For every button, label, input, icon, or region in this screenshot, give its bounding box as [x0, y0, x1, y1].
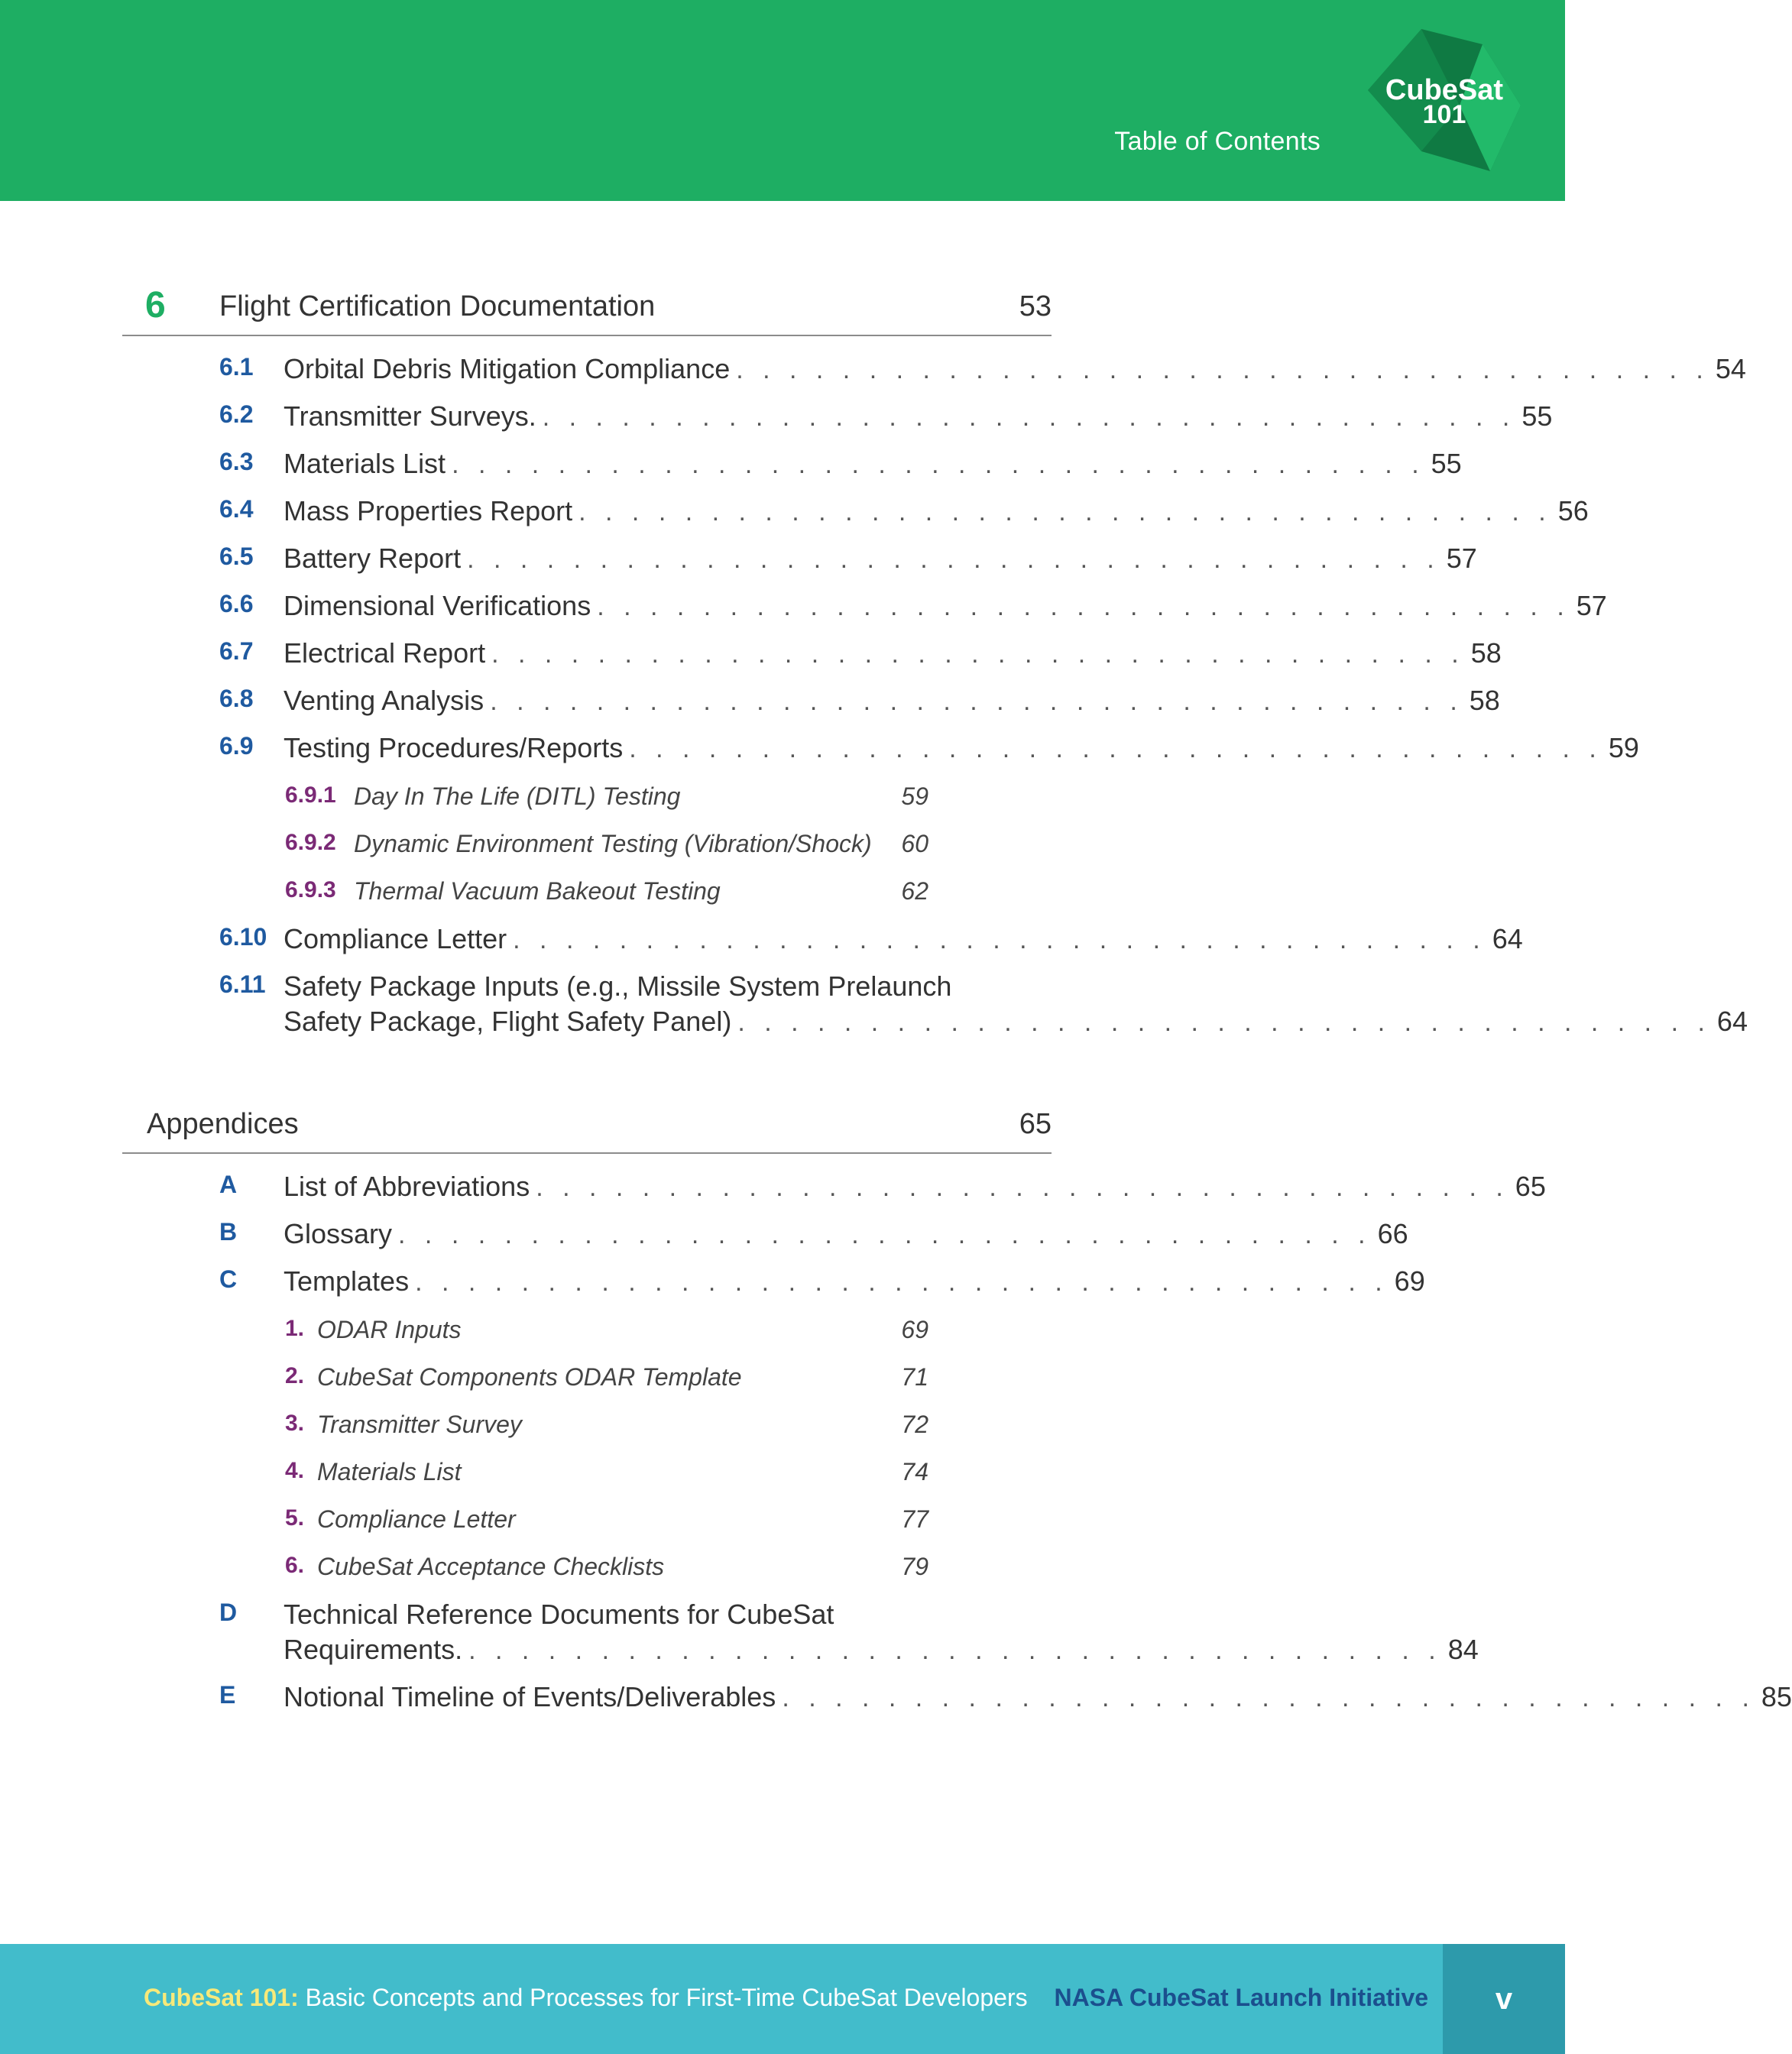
subentry-number: 6.9.1 — [285, 782, 336, 808]
dot-leader: . . . . . . . . . . . . . . . . . . . . . . . . . . . . . . . . . . . . . — [737, 1008, 1711, 1037]
logo-text-line2: 101 — [1422, 100, 1466, 129]
toc-entry-6-2[interactable] — [219, 400, 1553, 439]
toc-entry-appendix-e[interactable] — [219, 1681, 1792, 1719]
dot-leader: . . . . . . . . . . . . . . . . . . . . . . . . . . . . . . . . . . . . . — [415, 1268, 1389, 1297]
entry-title: Mass Properties Report — [284, 495, 573, 526]
dot-leader: . . . . . . . . . . . . . . . . . . . . . . . . . . . . . . . . . . . . . — [490, 687, 1463, 716]
entry-page: 84 — [1447, 1634, 1479, 1665]
header-band — [0, 0, 1565, 201]
subentry-title: Dynamic Environment Testing (Vibration/Shock) — [354, 830, 872, 857]
toc-entry-6-9[interactable] — [219, 732, 1639, 770]
dot-leader: . . . . . . . . . . . . . . . . . . . . . . . . . . . . . . . . . . . . . — [452, 450, 1425, 479]
entry-title-line1: Safety Package Inputs (e.g., Missile System Prelaunch — [284, 970, 952, 1002]
dot-leader: . . . . . . . . . . . . . . . . . . . . . . . . . . . . . . . . . . . . . — [467, 545, 1440, 574]
entry-page: 57 — [1576, 590, 1607, 621]
subentry-page: 79 — [901, 1553, 928, 1580]
toc-template-1[interactable] — [285, 1314, 928, 1348]
dot-leader: . . . . . . . . . . . . . . . . . . . . . . . . . . . . . . . . . . . . . — [782, 1683, 1755, 1712]
entry-page: 55 — [1431, 448, 1462, 479]
toc-subentry-6-9-2[interactable] — [285, 828, 928, 862]
toc-template-3[interactable] — [285, 1409, 928, 1443]
dot-leader: . . . . . . . . . . . . . . . . . . . . . . . . . . . . . . . . . . . . . — [542, 403, 1516, 432]
toc-entry-6-6[interactable] — [219, 590, 1607, 628]
toc-template-4[interactable] — [285, 1456, 928, 1490]
dot-leader: . . . . . . . . . . . . . . . . . . . . . . . . . . . . . . . . . . . . . — [578, 497, 1552, 526]
toc-entry-6-7[interactable] — [219, 637, 1502, 675]
entry-page: 58 — [1470, 637, 1502, 669]
section-title: Flight Certification Documentation — [219, 290, 656, 322]
entry-number: 6.9 — [219, 732, 254, 760]
subentry-page: 74 — [901, 1458, 928, 1485]
entry-page: 85 — [1761, 1681, 1792, 1712]
entry-title: Testing Procedures/Reports — [284, 732, 624, 763]
subentry-page: 77 — [901, 1505, 928, 1533]
subentry-title: Compliance Letter — [317, 1505, 516, 1533]
entry-page: 55 — [1521, 400, 1553, 432]
subentry-page: 62 — [901, 877, 928, 905]
subentry-number: 6. — [285, 1553, 305, 1578]
section-number: 6 — [145, 285, 166, 326]
entry-title: List of Abbreviations — [284, 1171, 530, 1202]
subentry-page: 60 — [901, 830, 928, 857]
dot-leader: . . . . . . . . . . . . . . . . . . . . . . . . . . . . . . . . . . . . . — [398, 1220, 1372, 1249]
entry-number: 6.4 — [219, 495, 254, 523]
entry-number: C — [219, 1265, 238, 1293]
section-page: 53 — [1019, 290, 1052, 322]
entry-title: Battery Report — [284, 543, 462, 574]
entry-number: 6.8 — [219, 685, 254, 712]
entry-number: 6.1 — [219, 353, 254, 381]
toc-entry-6-10[interactable] — [219, 923, 1523, 961]
entry-page: 54 — [1715, 353, 1746, 384]
dot-leader: . . . . . . . . . . . . . . . . . . . . . . . . . . . . . . . . . . . . . — [491, 640, 1465, 669]
subentry-page: 72 — [901, 1411, 928, 1438]
toc-template-6[interactable] — [285, 1551, 928, 1585]
subentry-number: 6.9.3 — [285, 877, 336, 902]
entry-title: Materials List — [284, 448, 446, 479]
subentry-number: 5. — [285, 1505, 305, 1531]
entry-title-line2: Requirements. — [284, 1634, 463, 1665]
cubesat-101-logo — [1368, 29, 1521, 171]
toc-template-2[interactable] — [285, 1362, 928, 1395]
subentry-title: Transmitter Survey — [317, 1411, 522, 1438]
subentry-page: 71 — [901, 1363, 928, 1391]
entry-page: 69 — [1394, 1265, 1425, 1297]
subentry-title: Thermal Vacuum Bakeout Testing — [354, 877, 721, 905]
subentry-title: Day In The Life (DITL) Testing — [354, 782, 681, 810]
entry-page: 58 — [1469, 685, 1500, 716]
entry-page: 56 — [1557, 495, 1589, 526]
toc-template-5[interactable] — [285, 1504, 928, 1537]
entry-number: 6.6 — [219, 590, 254, 617]
entry-title: Templates — [284, 1265, 410, 1297]
entry-number: 6.3 — [219, 448, 254, 475]
entry-title: Glossary — [284, 1218, 393, 1249]
toc-subentry-6-9-3[interactable] — [285, 876, 928, 909]
entry-number: E — [219, 1681, 236, 1709]
toc-entry-6-4[interactable] — [219, 495, 1589, 533]
dot-leader: . . . . . . . . . . . . . . . . . . . . . . . . . . . . . . . . . . . . . — [513, 925, 1486, 954]
toc-entry-appendix-c[interactable] — [219, 1265, 1425, 1304]
dot-leader: . . . . . . . . . . . . . . . . . . . . . . . . . . . . . . . . . . . . . — [597, 592, 1570, 621]
toc-entry-6-1[interactable] — [219, 353, 1746, 391]
entry-title: Compliance Letter — [284, 923, 507, 954]
toc-entry-appendix-b[interactable] — [219, 1218, 1408, 1256]
entry-title-line1: Technical Reference Documents for CubeSat — [284, 1599, 834, 1630]
toc-entry-6-11[interactable] — [219, 970, 1748, 1047]
dot-leader: . . . . . . . . . . . . . . . . . . . . . . . . . . . . . . . . . . . . . — [536, 1173, 1509, 1202]
subentry-page: 69 — [901, 1316, 928, 1343]
appendices-heading[interactable] — [122, 1093, 1052, 1154]
entry-page: 57 — [1446, 543, 1477, 574]
entry-number: D — [219, 1599, 238, 1626]
subentry-number: 2. — [285, 1363, 305, 1388]
entry-page: 65 — [1515, 1171, 1546, 1202]
footer-text — [144, 1984, 1428, 2012]
subentry-title: Materials List — [317, 1458, 462, 1485]
subentry-number: 1. — [285, 1316, 305, 1341]
footer-org: NASA CubeSat Launch Initiative — [1054, 1984, 1429, 2011]
subentry-page: 59 — [901, 782, 928, 810]
dot-leader: . . . . . . . . . . . . . . . . . . . . . . . . . . . . . . . . . . . . . — [629, 734, 1602, 763]
footer-brand: CubeSat 101: — [144, 1984, 299, 2011]
footer-subtitle: Basic Concepts and Processes for First-Time CubeSat Developers — [305, 1984, 1028, 2011]
footer-band — [0, 1944, 1565, 2054]
page-number: v — [1443, 1944, 1565, 2054]
entry-number: 6.10 — [219, 923, 267, 951]
logo-text-line1: CubeSat — [1385, 74, 1504, 106]
entry-page: 64 — [1716, 1006, 1748, 1037]
section-page: 65 — [1019, 1108, 1052, 1140]
section-title: Appendices — [147, 1108, 299, 1140]
subentry-title: ODAR Inputs — [317, 1316, 462, 1343]
toc-entry-appendix-a[interactable] — [219, 1171, 1546, 1209]
section-6-heading[interactable] — [122, 275, 1052, 336]
subentry-number: 4. — [285, 1458, 305, 1483]
entry-title: Venting Analysis — [284, 685, 484, 716]
entry-title: Transmitter Surveys. — [284, 400, 536, 432]
dot-leader: . . . . . . . . . . . . . . . . . . . . . . . . . . . . . . . . . . . . . — [736, 355, 1709, 384]
entry-title: Notional Timeline of Events/Deliverables — [284, 1681, 776, 1712]
entry-number: 6.2 — [219, 400, 254, 428]
entry-number: 6.11 — [219, 970, 266, 998]
entry-number: 6.7 — [219, 637, 254, 665]
subentry-title: CubeSat Components ODAR Template — [317, 1363, 742, 1391]
toc-entry-appendix-d[interactable] — [219, 1599, 1479, 1675]
subentry-number: 6.9.2 — [285, 830, 336, 855]
subentry-title: CubeSat Acceptance Checklists — [317, 1553, 665, 1580]
entry-page: 66 — [1377, 1218, 1408, 1249]
entry-title: Orbital Debris Mitigation Compliance — [284, 353, 731, 384]
header-title: Table of Contents — [1114, 127, 1321, 156]
toc-entry-6-3[interactable] — [219, 448, 1462, 486]
entry-number: B — [219, 1218, 238, 1246]
entry-page: 64 — [1492, 923, 1523, 954]
entry-title-line2: Safety Package, Flight Safety Panel) — [284, 1006, 732, 1037]
entry-number: 6.5 — [219, 543, 254, 570]
toc-subentry-6-9-1[interactable] — [285, 781, 928, 815]
entry-page: 59 — [1608, 732, 1639, 763]
entry-number: A — [219, 1171, 238, 1198]
toc-entry-6-5[interactable] — [219, 543, 1477, 581]
entry-title: Electrical Report — [284, 637, 486, 669]
subentry-number: 3. — [285, 1411, 305, 1436]
toc-entry-6-8[interactable] — [219, 685, 1500, 723]
entry-title: Dimensional Verifications — [284, 590, 591, 621]
dot-leader: . . . . . . . . . . . . . . . . . . . . . . . . . . . . . . . . . . . . . — [468, 1636, 1442, 1665]
